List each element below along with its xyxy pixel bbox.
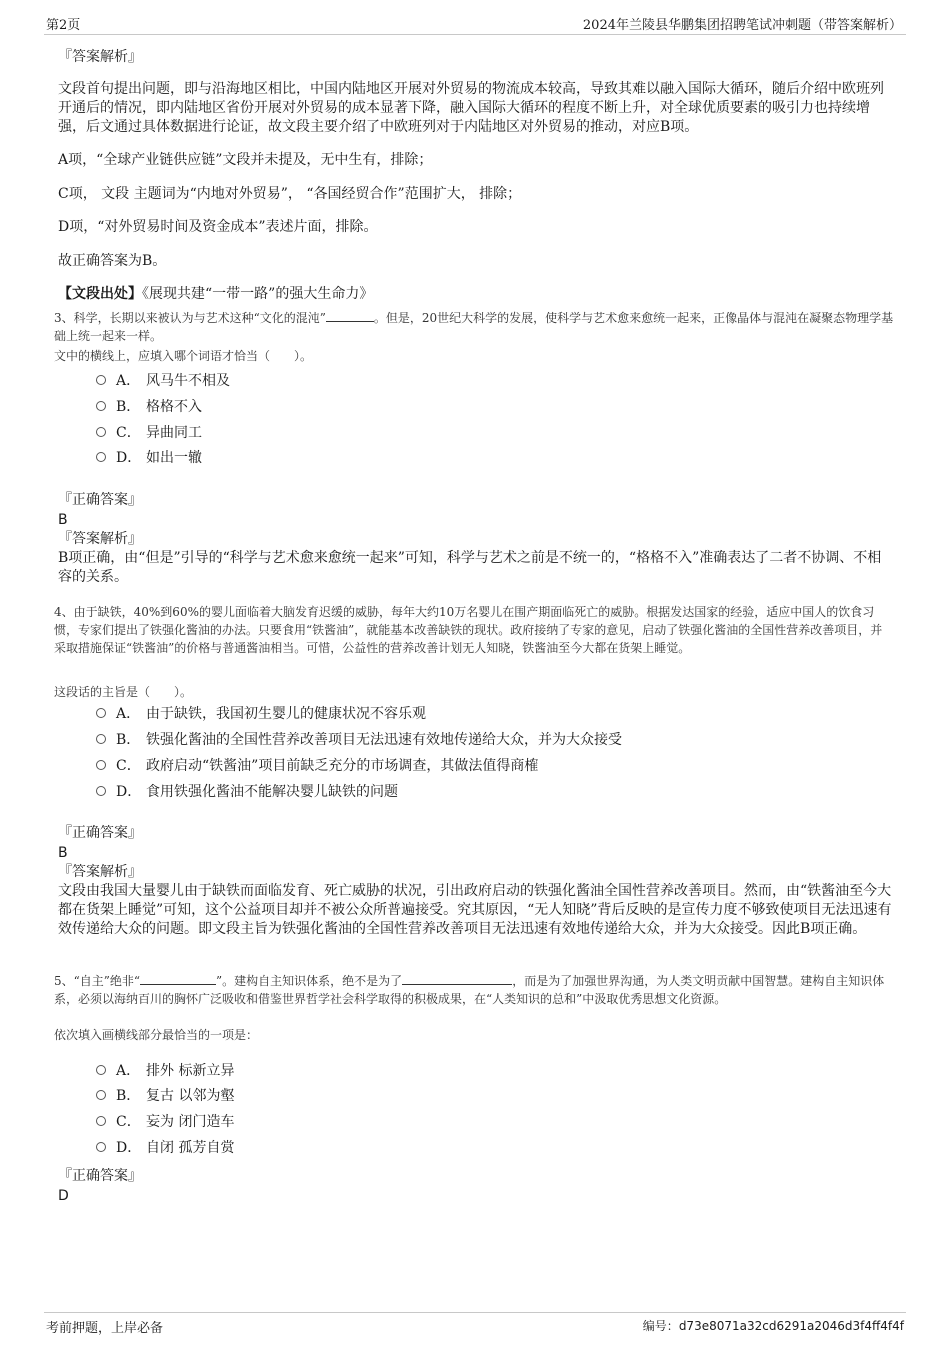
question-5-option-d[interactable]: D． 自闭 孤芳自赏 — [96, 1138, 234, 1160]
footer-slogan: 考前押题，上岸必备 — [46, 1321, 164, 1336]
correct-answer-label: 『正确答案』 — [58, 1168, 142, 1184]
correct-answer: B — [58, 512, 68, 528]
page-footer — [44, 1312, 906, 1337]
analysis-option-c: C项， 文段 主题词为“内地对外贸易”， “各国经贸合作”范围扩大， 排除； — [58, 186, 522, 202]
question-5-option-c[interactable]: C． 妄为 闭门造车 — [96, 1112, 234, 1134]
question-3-option-c[interactable]: C． 异曲同工 — [96, 423, 202, 445]
answer-analysis-label: 『答案解析』 — [58, 531, 142, 547]
radio-icon[interactable] — [96, 452, 106, 462]
correct-answer: B — [58, 845, 68, 861]
question-4-option-c[interactable]: C． 政府启动“铁酱油”项目前缺乏充分的市场调查，其做法值得商榷 — [96, 756, 538, 778]
radio-icon[interactable] — [96, 708, 106, 718]
radio-icon[interactable] — [96, 1065, 106, 1075]
radio-icon[interactable] — [96, 786, 106, 796]
passage-source — [58, 285, 894, 304]
answer-analysis-label: 『答案解析』 — [58, 49, 142, 65]
question-4-option-b[interactable]: B． 铁强化酱油的全国性营养改善项目无法迅速有效地传递给大众，并为大众接受 — [96, 730, 622, 752]
radio-icon[interactable] — [96, 1116, 106, 1126]
radio-icon[interactable] — [96, 734, 106, 744]
answer-analysis-text: B项正确，由“但是”引导的“科学与艺术愈来愈统一起来”可知，科学与艺术之前是不统一的，“格格不入”准确表达了二者不协调、不相容的关系。 — [58, 550, 882, 585]
page-number: 第2页 — [46, 18, 81, 33]
analysis-option-d: D项，“对外贸易时间及资金成本”表述片面，排除。 — [58, 219, 378, 235]
correct-answer-label: 『正确答案』 — [58, 825, 142, 841]
question-4-stem: 4、由于缺铁，40%到60%的婴儿面临着大脑发育迟缓的威胁，每年大约10万名婴儿在围产期面临死亡的威胁。根据发达国家的经验，适应中国人的饮食习惯，专家们提出了铁强化酱油的办法。只要食用“铁酱油”，就能基本改善缺铁的现状。政府接纳了专家的意见，启动了铁强化酱油的全国性营养改善项目，并采取措施保证“铁酱油”的价格与普通酱油相当。可惜，公益性的营养改善计划无人知晓，铁酱油至今大都在货架上睡觉。 — [54, 605, 883, 655]
radio-icon[interactable] — [96, 427, 106, 437]
answer-analysis-label: 『答案解析』 — [58, 864, 142, 880]
question-3-option-a[interactable]: A． 风马牛不相及 — [96, 371, 230, 393]
fill-blank — [326, 321, 374, 322]
radio-icon[interactable] — [96, 1090, 106, 1100]
source-title: 《展现共建“一带一路”的强大生命力》 — [142, 286, 374, 302]
question-5-ask: 依次填入画横线部分最恰当的一项是： — [54, 1028, 259, 1042]
page-header — [44, 14, 906, 35]
radio-icon[interactable] — [96, 401, 106, 411]
question-5-option-a[interactable]: A． 排外 标新立异 — [96, 1061, 234, 1083]
document-title: 2024年兰陵县华鹏集团招聘笔试冲刺题（带答案解析） — [582, 18, 902, 33]
answer-analysis-text: 文段首句提出问题，即与沿海地区相比，中国内陆地区开展对外贸易的物流成本较高，导致其难以融入国际大循环，随后介绍中欧班列开通后的情况，即内陆地区省份开展对外贸易的成本显著下降，融入国际大循环的程度不断上升，对全球优质要素的吸引力也持续增强，后文通过具体数据进行论证，故文段主要介绍了中欧班列对于内陆地区对外贸易的推动，对应B项。 — [58, 81, 884, 135]
correct-answer: D — [58, 1188, 69, 1204]
question-5-option-b[interactable]: B． 复古 以邻为壑 — [96, 1086, 234, 1108]
question-4-ask: 这段话的主旨是（ ）。 — [54, 685, 193, 699]
correct-answer-label: 『正确答案』 — [58, 492, 142, 508]
question-5-stem: 5、“自主”绝非“ ”。建构自主知识体系，绝不是为了 ，而是为了加强世界沟通，为人类文明贡献中国智慧。建构自主知识体系，必须以海纳百川的胸怀广泛吸收和借鉴世界哲学社会科学取得的积极成果，在“人类知识的总和”中汲取优秀思想文化资源。 — [54, 974, 885, 1006]
document-code: 编号：d73e8071a32cd6291a2046d3f4ff4f4f — [642, 1319, 904, 1333]
analysis-conclusion: 故正确答案为B。 — [58, 253, 167, 269]
radio-icon[interactable] — [96, 375, 106, 385]
question-3-stem: 3、科学，长期以来被认为与艺术这种“文化的混沌” 。但是，20世纪大科学的发展，使科学与艺术愈来愈统一起来，正像晶体与混沌在凝聚态物理学基础上统一起来一样。 — [54, 311, 894, 343]
question-4-option-d[interactable]: D． 食用铁强化酱油不能解决婴儿缺铁的问题 — [96, 782, 398, 804]
answer-analysis-text: 文段由我国大量婴儿由于缺铁而面临发育、死亡威胁的状况，引出政府启动的铁强化酱油全国性营养改善项目。然而，由“铁酱油至今大都在货架上睡觉”可知，这个公益项目却并不被公众所普遍接受。究其原因，“无人知晓”背后反映的是宣传力度不够致使项目无法迅速有效传递给大众的问题。即文段主旨为铁强化酱油的全国性营养改善项目无法迅速有效地传递给大众，并为大众接受。因此B项正确。 — [58, 883, 892, 937]
question-3-option-b[interactable]: B． 格格不入 — [96, 397, 202, 419]
question-4-option-a[interactable]: A． 由于缺铁，我国初生婴儿的健康状况不容乐观 — [96, 704, 426, 726]
fill-blank-1 — [140, 984, 216, 985]
question-3-option-d[interactable]: D． 如出一辙 — [96, 448, 202, 470]
fill-blank-2 — [402, 984, 512, 985]
analysis-option-a: A项，“全球产业链供应链”文段并未提及，无中生有，排除； — [58, 152, 433, 168]
source-label: 【文段出处】 — [58, 286, 142, 302]
question-3-ask: 文中的横线上，应填入哪个词语才恰当（ ）。 — [54, 349, 313, 363]
radio-icon[interactable] — [96, 760, 106, 770]
radio-icon[interactable] — [96, 1142, 106, 1152]
